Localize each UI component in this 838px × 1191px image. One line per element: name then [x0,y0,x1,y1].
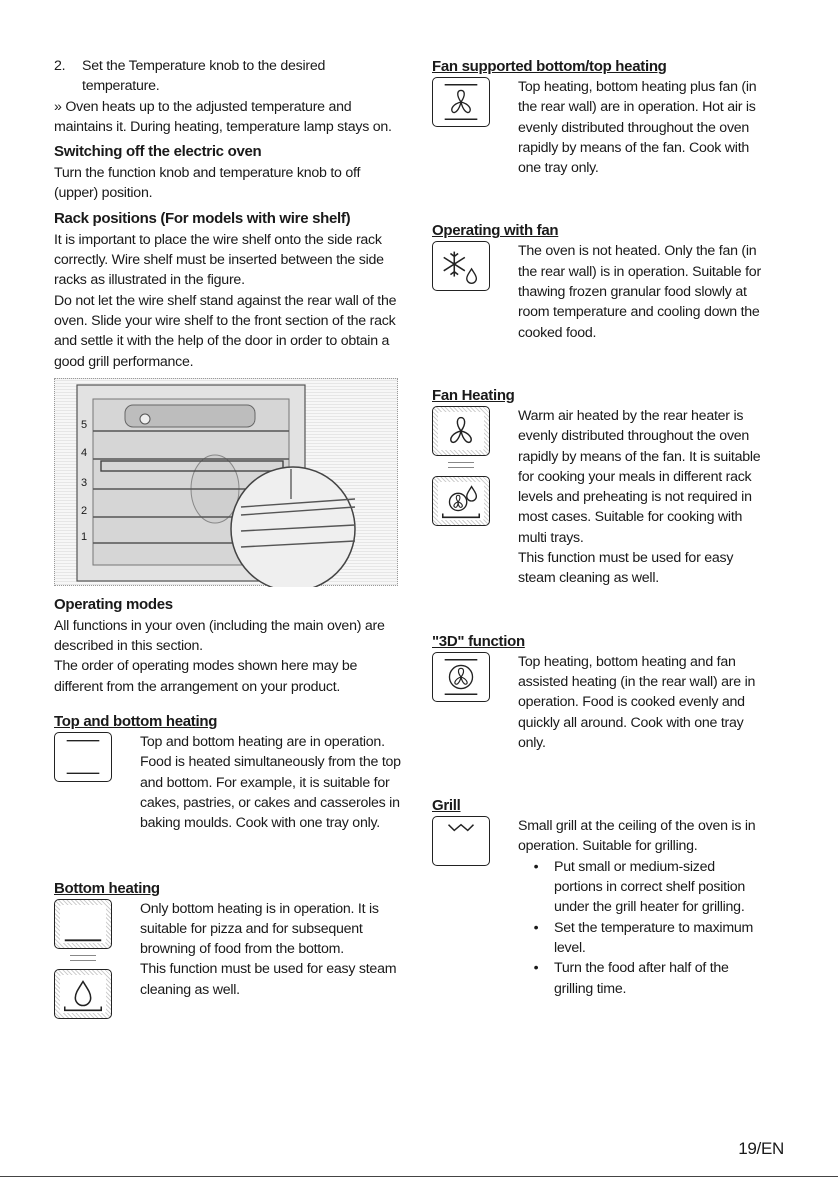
operating-modes-heading: Operating modes [54,595,173,613]
fan-steam-icon [432,476,490,526]
operating-with-fan-body: The oven is not heated. Only the fan (in the rear wall) is in operation. Suitable for thawing frozen granular food slowly at room temperature and cooling down the cooked food. [518,243,761,341]
footer-divider [0,1176,838,1177]
fan-heating-body-2: This function must be used for easy steam cleaning as well. [518,550,734,587]
rack-label-5: 5 [81,418,88,431]
grill-body: Small grill at the ceiling of the oven is in operation. Suitable for grilling. [518,818,756,855]
fan-supported-heading: Fan supported bottom/top heating [432,58,667,75]
grill-bullet-2 [518,918,762,959]
steam-cleaning-icon [54,969,112,1019]
operating-modes-paragraph-1: All functions in your oven (including the main oven) are described in this section. [54,617,385,655]
fan-heating-icon [432,406,490,456]
defrost-fan-icon [432,241,490,291]
grill-mode [432,816,762,999]
oven-interior-illustration [55,379,399,587]
top-bottom-heating-body: Top and bottom heating are in operation. Food is heated simultaneously from the top and bottom. For example, it is suitable for cakes, pastries, or cakes and casseroles in baking moulds. Cook with one tray only. [140,734,401,832]
grill-icon [432,816,490,866]
top-bottom-heating-mode [54,732,406,833]
switch-off-body: Turn the function knob and temperature knob to off (upper) position. [54,165,361,202]
step-number: 2. [54,58,66,74]
operating-with-fan-mode [432,241,762,342]
step-2 [54,56,406,97]
bullet-dot: • [533,919,539,936]
operating-modes-paragraph-2: The order of operating modes shown here may be different from the arrangement on your product. [54,658,358,695]
rack-heading: Rack positions (For models with wire shelf) [54,209,351,227]
right-column [432,56,762,999]
separator-mark [448,462,474,468]
3d-function-body: Top heating, bottom heating and fan assisted heating (in the rear wall) are in operation. Food is cooked evenly and quickly all around. Cook with one tray only. [518,653,756,751]
bullet-dot: • [533,960,539,977]
fan-heating-mode [432,406,762,589]
separator-mark [70,955,96,961]
grill-bullet-1-text: Put small or medium-sized portions in correct shelf position under the grill heater for grilling. [554,858,746,916]
rack-label-1: 1 [81,530,88,543]
grill-bullet-1 [518,857,762,918]
rack-label-4: 4 [81,446,88,459]
step-2-result: » Oven heats up to the adjusted temperature and maintains it. During heating, temperature lamp stays on. [54,98,392,135]
rack-label-2: 2 [81,504,88,517]
bottom-heating-heading: Bottom heating [54,879,160,897]
grill-heading: Grill [432,797,461,815]
fan-top-bottom-icon [432,77,490,127]
top-bottom-heating-heading: Top and bottom heating [54,713,218,731]
switch-off-heading: Switching off the electric oven [54,143,262,161]
3d-function-mode [432,652,762,753]
page-number: 19/EN [738,1139,784,1158]
bottom-heating-icon [54,899,112,949]
rack-positions-figure [54,378,398,586]
bottom-heating-body-2: This function must be used for easy steam cleaning as well. [140,961,397,998]
rack-paragraph-2: Do not let the wire shelf stand against the rear wall of the oven. Slide your wire shelf to the front section of the rack and settle it with the help of the door in order to obtain a good grill performance. [54,292,397,370]
bullet-dot: • [533,858,539,875]
grill-bullet-3 [518,958,762,999]
step-2-line-1: Set the Temperature knob to the desired [82,58,326,74]
left-column [54,56,406,1000]
rack-paragraph-1: It is important to place the wire shelf onto the side rack correctly. Wire shelf must be inserted between the side racks as illustrated in the figure. [54,231,384,289]
fan-supported-mode [432,77,762,178]
fan-supported-body: Top heating, bottom heating plus fan (in the rear wall) are in operation. Hot air is evenly distributed throughout the oven rapidly by means of the fan. Cook with one tray only. [518,79,757,177]
bottom-heating-body: Only bottom heating is in operation. It is suitable for pizza and for subsequent browning of food from the bottom. [140,900,379,958]
grill-bullet-3-text: Turn the food after half of the grilling time. [554,960,729,997]
3d-function-heading: "3D" function [432,632,525,650]
step-2-line-2: temperature. [82,78,160,95]
bottom-heating-mode [54,899,406,1000]
top-bottom-heating-icon [54,732,112,782]
fan-heating-heading: Fan Heating [432,386,515,404]
grill-bullet-2-text: Set the temperature to maximum level. [554,919,754,956]
fan-heating-body: Warm air heated by the rear heater is evenly distributed throughout the oven rapidly by means of the fan. It is suitable for cooking your meals in different rack levels and preheating is not required in most cases. Suitable for cooking with multi trays. [518,407,761,546]
3d-function-icon [432,652,490,702]
rack-label-3: 3 [81,476,88,489]
operating-with-fan-heading: Operating with fan [432,222,559,240]
